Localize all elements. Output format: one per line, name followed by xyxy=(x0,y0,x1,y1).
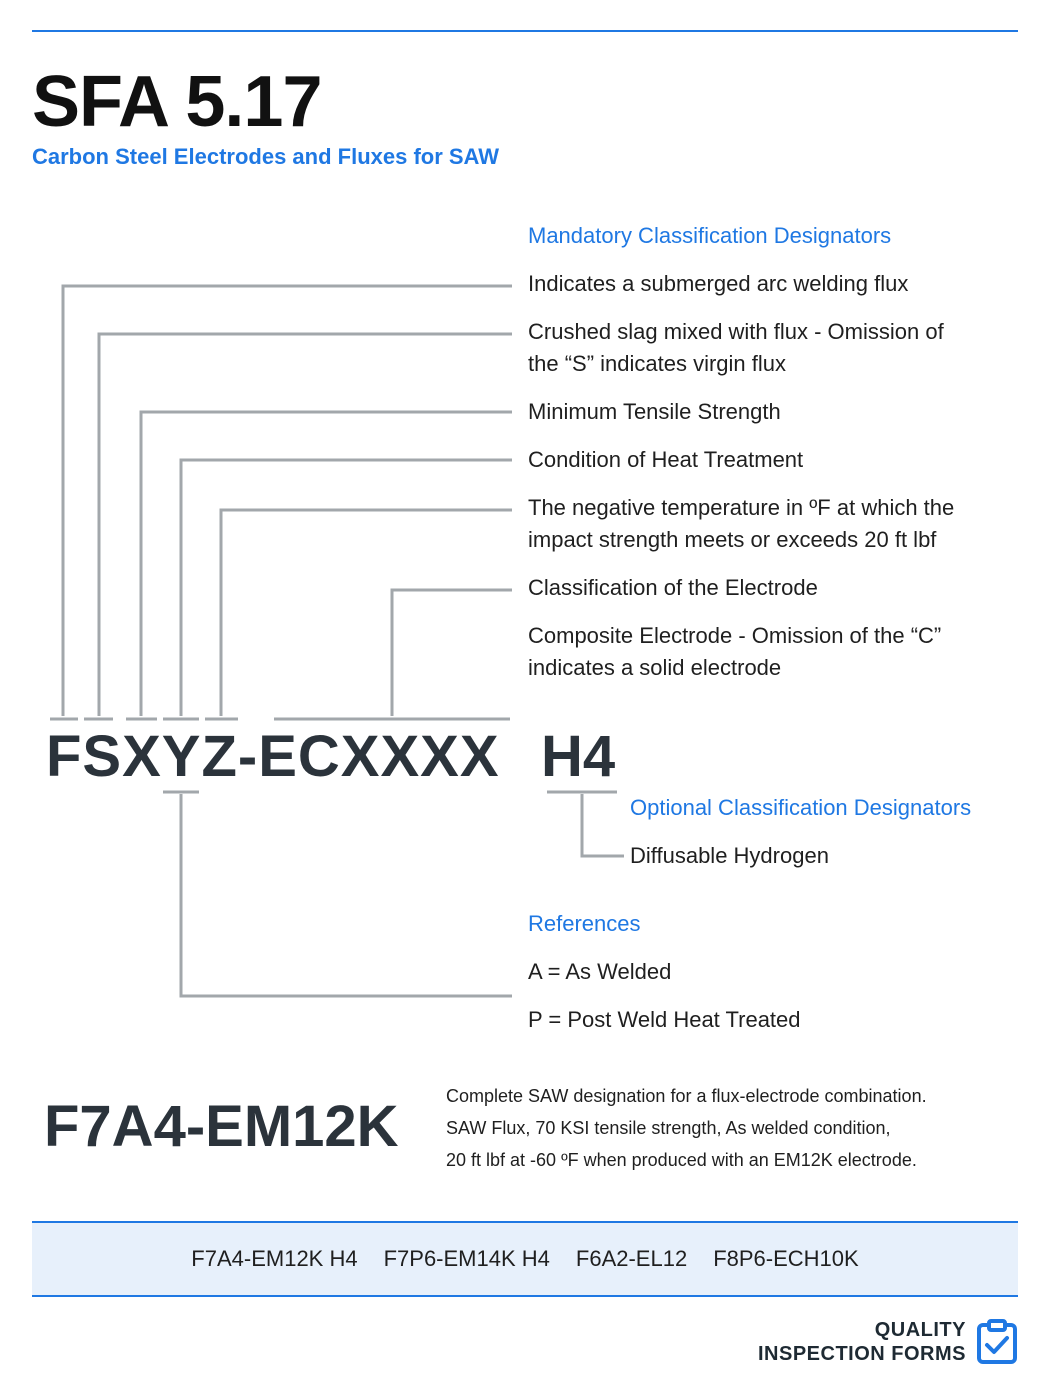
connector-z xyxy=(221,510,512,716)
logo-line-2: INSPECTION FORMS xyxy=(757,1343,966,1365)
example-description xyxy=(446,1080,927,1176)
example-designation: F7P6-EM14K H4 xyxy=(383,1246,550,1271)
example-designation: F8P6-ECH10K xyxy=(713,1246,859,1271)
example-line-2: SAW Flux, 70 KSI tensile strength, As welded condition, xyxy=(446,1118,891,1138)
mandatory-item-electrode: Classification of the Electrode xyxy=(528,575,818,600)
designation-code: FSXYZ-ECXXXX xyxy=(46,724,500,789)
designation-optional-code: H4 xyxy=(541,724,616,789)
mandatory-item-composite-1: Composite Electrode - Omission of the “C” xyxy=(528,623,942,648)
mandatory-item-composite-2: indicates a solid electrode xyxy=(528,655,782,680)
example-code: F7A4-EM12K xyxy=(44,1094,399,1159)
mandatory-item-crushed-slag-2: the “S” indicates virgin flux xyxy=(528,351,786,376)
references-heading: References xyxy=(528,911,641,936)
connector-s xyxy=(99,334,512,716)
example-designation: F7A4-EM12K H4 xyxy=(191,1246,358,1271)
connector-electrode xyxy=(392,590,512,716)
connector-y xyxy=(181,460,512,716)
example-line-1: Complete SAW designation for a flux-electrode combination. xyxy=(446,1086,927,1106)
mandatory-item-temperature-1: The negative temperature in ºF at which the xyxy=(528,495,955,520)
connector-references xyxy=(181,794,512,996)
logo-line-1: QUALITY xyxy=(874,1319,966,1341)
page-title: SFA 5.17 xyxy=(32,62,322,142)
clipboard-check-icon xyxy=(976,1319,1018,1365)
connector-x xyxy=(141,412,512,716)
mandatory-item-tensile: Minimum Tensile Strength xyxy=(528,399,781,424)
logo-text xyxy=(758,1318,966,1366)
example-line-3: 20 ft lbf at -60 ºF when produced with an EM12K electrode. xyxy=(446,1150,917,1170)
connector-h4 xyxy=(582,794,624,856)
reference-post-weld: P = Post Weld Heat Treated xyxy=(528,1007,801,1032)
mandatory-heading: Mandatory Classification Designators xyxy=(528,223,892,248)
mandatory-item-flux: Indicates a submerged arc welding flux xyxy=(528,271,909,296)
mandatory-item-temperature-2: impact strength meets or exceeds 20 ft lbf xyxy=(528,527,937,552)
optional-heading: Optional Classification Designators xyxy=(630,795,972,820)
connector-f xyxy=(63,286,512,716)
optional-item-hydrogen: Diffusable Hydrogen xyxy=(630,843,829,868)
brand-logo xyxy=(758,1318,1018,1366)
reference-as-welded: A = As Welded xyxy=(528,959,672,984)
mandatory-item-heat-treatment: Condition of Heat Treatment xyxy=(528,447,804,472)
example-designation: F6A2-EL12 xyxy=(575,1246,688,1271)
examples-band xyxy=(32,1221,1018,1297)
page-subtitle: Carbon Steel Electrodes and Fluxes for SAW xyxy=(32,144,499,169)
mandatory-item-crushed-slag-1: Crushed slag mixed with flux - Omission of xyxy=(528,319,944,344)
